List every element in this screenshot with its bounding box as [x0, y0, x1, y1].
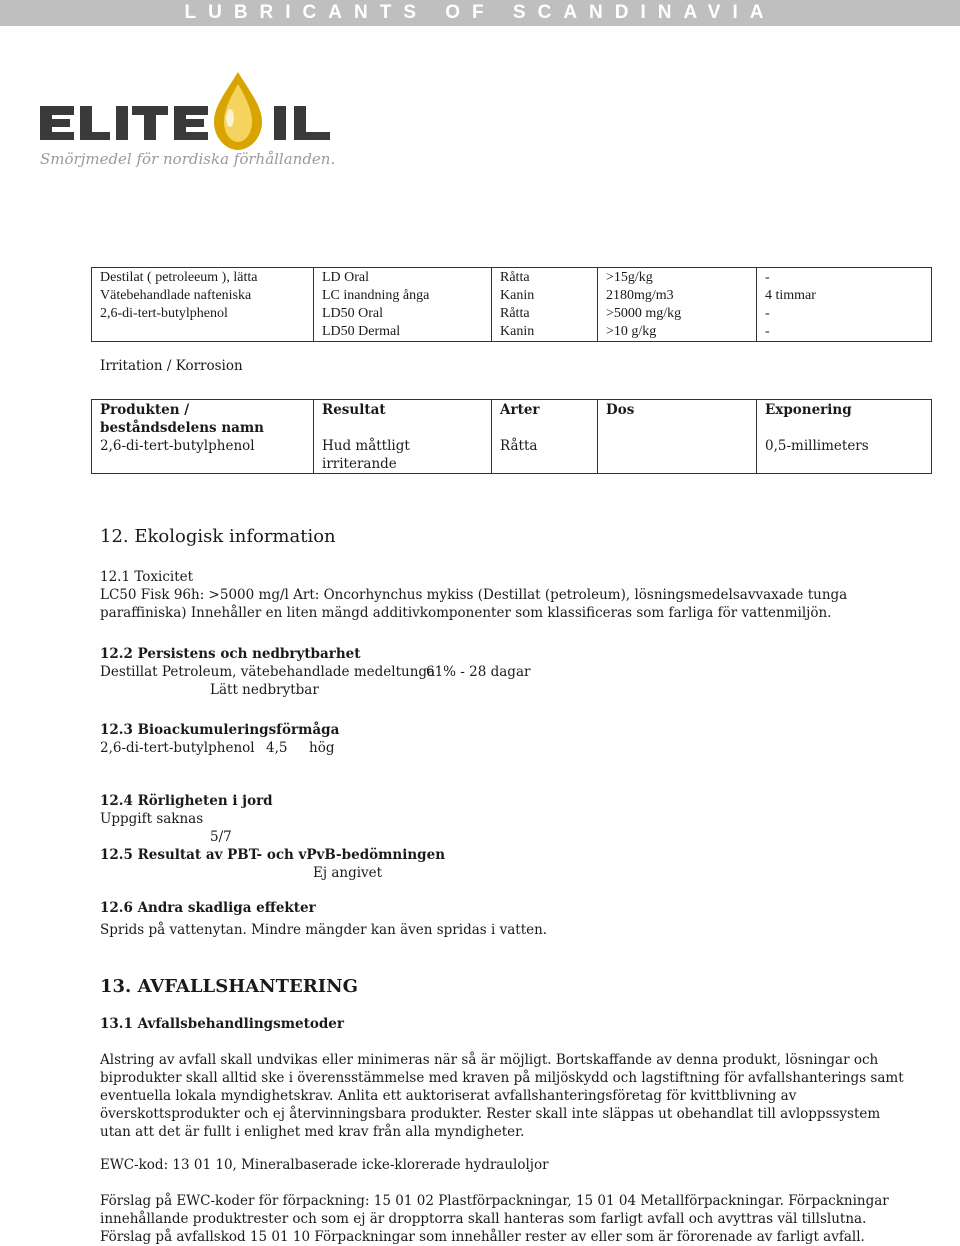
s12-3-substance: 2,6-di-tert-butylphenol: [100, 740, 255, 756]
table-cell: LD Oral: [322, 270, 370, 285]
s12-6-text: Sprids på vattenytan. Mindre mängder kan även spridas i vatten.: [100, 922, 548, 938]
text-line: innehållande produktrester och som ej är dropptorra skall hanteras som farligt avfall och avyttras väl tillslutna.: [100, 1211, 867, 1227]
s12-3-title: 12.3 Bioackumuleringsförmåga: [100, 722, 340, 738]
text-line: utan att det är fullt i enlighet med krav från alla myndigheter.: [100, 1124, 525, 1140]
column-header: Arter: [492, 400, 598, 438]
s12-2-value: 61% - 28 dagar: [426, 664, 531, 680]
table-cell: Destilat ( petroleeum ), lätta: [100, 270, 258, 285]
table-cell: LD50 Dermal: [322, 324, 401, 339]
s13-1-paragraph: [100, 1051, 904, 1141]
column-header: Exponering: [757, 400, 932, 438]
s12-1-text: paraffiniska) Innehåller en liten mängd additivkomponenter som klassificeras som farliga för vattenmiljön.: [100, 605, 832, 621]
column-header: Resultat: [314, 400, 492, 438]
text-line: eventuella lokala myndighetskrav. Anlita ett auktoriserat avfallshanteringsföretag för kvittblivning av: [100, 1088, 797, 1104]
s12-2-text: Lätt nedbrytbar: [210, 682, 319, 698]
s12-3-level: hög: [309, 740, 335, 756]
text-line: Förslag på avfallskod 15 01 10 Förpackningar som innehåller rester av eller som är förorenade av farligt avfall.: [100, 1229, 865, 1245]
table-cell: -: [765, 324, 770, 339]
s12-1-title: 12.1 Toxicitet: [100, 569, 194, 585]
column-header: Produkten / beståndsdelens namn: [100, 402, 264, 436]
table-cell: LC inandning ånga: [322, 288, 430, 303]
table-cell: >15g/kg: [606, 270, 653, 285]
s12-5-title: 12.5 Resultat av PBT- och vPvB-bedömningen: [100, 847, 446, 863]
s12-6-title: 12.6 Andra skadliga effekter: [100, 900, 316, 916]
text-line: biprodukter skall alltid ske i överensstämmelse med kraven på miljöskydd och lagstiftning för avfallshanterings samt: [100, 1070, 904, 1086]
table-cell: 2180mg/m3: [606, 288, 674, 303]
s12-2-title: 12.2 Persistens och nedbrytbarhet: [100, 646, 361, 662]
section-12-title: 12. Ekologisk information: [100, 526, 336, 547]
table-cell: Hud måttligt irriterande: [314, 437, 492, 474]
s12-1-text: LC50 Fisk 96h: >5000 mg/l Art: Oncorhynchus mykiss (Destillat (petroleum), lösningsmedelsavvaxade tunga: [100, 587, 848, 603]
section-13-title: 13. AVFALLSHANTERING: [100, 976, 358, 997]
table-cell: LD50 Oral: [322, 306, 384, 321]
s12-4-text: Uppgift saknas: [100, 811, 204, 827]
irritation-table: [91, 399, 932, 474]
table-cell: 4 timmar: [765, 288, 816, 303]
table-cell: 2,6-di-tert-butylphenol: [100, 438, 255, 454]
table-cell: Kanin: [500, 324, 535, 339]
brand-banner: LUBRICANTS OF SCANDINAVIA: [0, 0, 960, 26]
column-header: Dos: [598, 400, 757, 438]
table-cell: >5000 mg/kg: [606, 306, 682, 321]
table-cell: Vätebehandlade nafteniska: [100, 288, 252, 303]
packaging-paragraph: [100, 1192, 890, 1246]
s12-2-text: Destillat Petroleum, vätebehandlade medeltunga: [100, 664, 436, 680]
table-cell: Kanin: [500, 288, 535, 303]
table-cell: -: [765, 270, 770, 285]
table-cell: Råtta: [500, 270, 530, 285]
s13-1-title: 13.1 Avfallsbehandlingsmetoder: [100, 1016, 344, 1032]
table-cell: >10 g/kg: [606, 324, 657, 339]
s12-3-value: 4,5: [266, 740, 288, 756]
table-cell: 2,6-di-tert-butylphenol: [100, 306, 228, 321]
table-cell: [598, 437, 757, 474]
s12-4-title: 12.4 Rörligheten i jord: [100, 793, 273, 809]
text-line: Förslag på EWC-koder för förpackning: 15 01 02 Plastförpackningar, 15 01 04 Metallförpackningar. Förpackningar: [100, 1193, 889, 1209]
toxicity-table: [91, 267, 932, 342]
irritation-heading: Irritation / Korrosion: [100, 358, 243, 374]
table-cell: Råtta: [500, 306, 530, 321]
ewc-code: EWC-kod: 13 01 10, Mineralbaserade icke-klorerade hydrauloljor: [100, 1157, 549, 1173]
table-cell: -: [765, 306, 770, 321]
logo-tagline: Smörjmedel för nordiska förhållanden.: [40, 150, 336, 168]
s12-5-text: Ej angivet: [313, 865, 383, 881]
table-cell: 0,5-millimeters: [757, 437, 932, 474]
text-line: Alstring av avfall skall undvikas eller minimeras när så är möjligt. Bortskaffande av denna produkt, lösningar och: [100, 1052, 879, 1068]
table-cell: Råtta: [492, 437, 598, 474]
page-number: 5/7: [210, 829, 232, 845]
text-line: överskottsprodukter och ej återvinningsbara produkter. Rester skall inte släppas ut obehandlat till avloppssystem: [100, 1106, 881, 1122]
